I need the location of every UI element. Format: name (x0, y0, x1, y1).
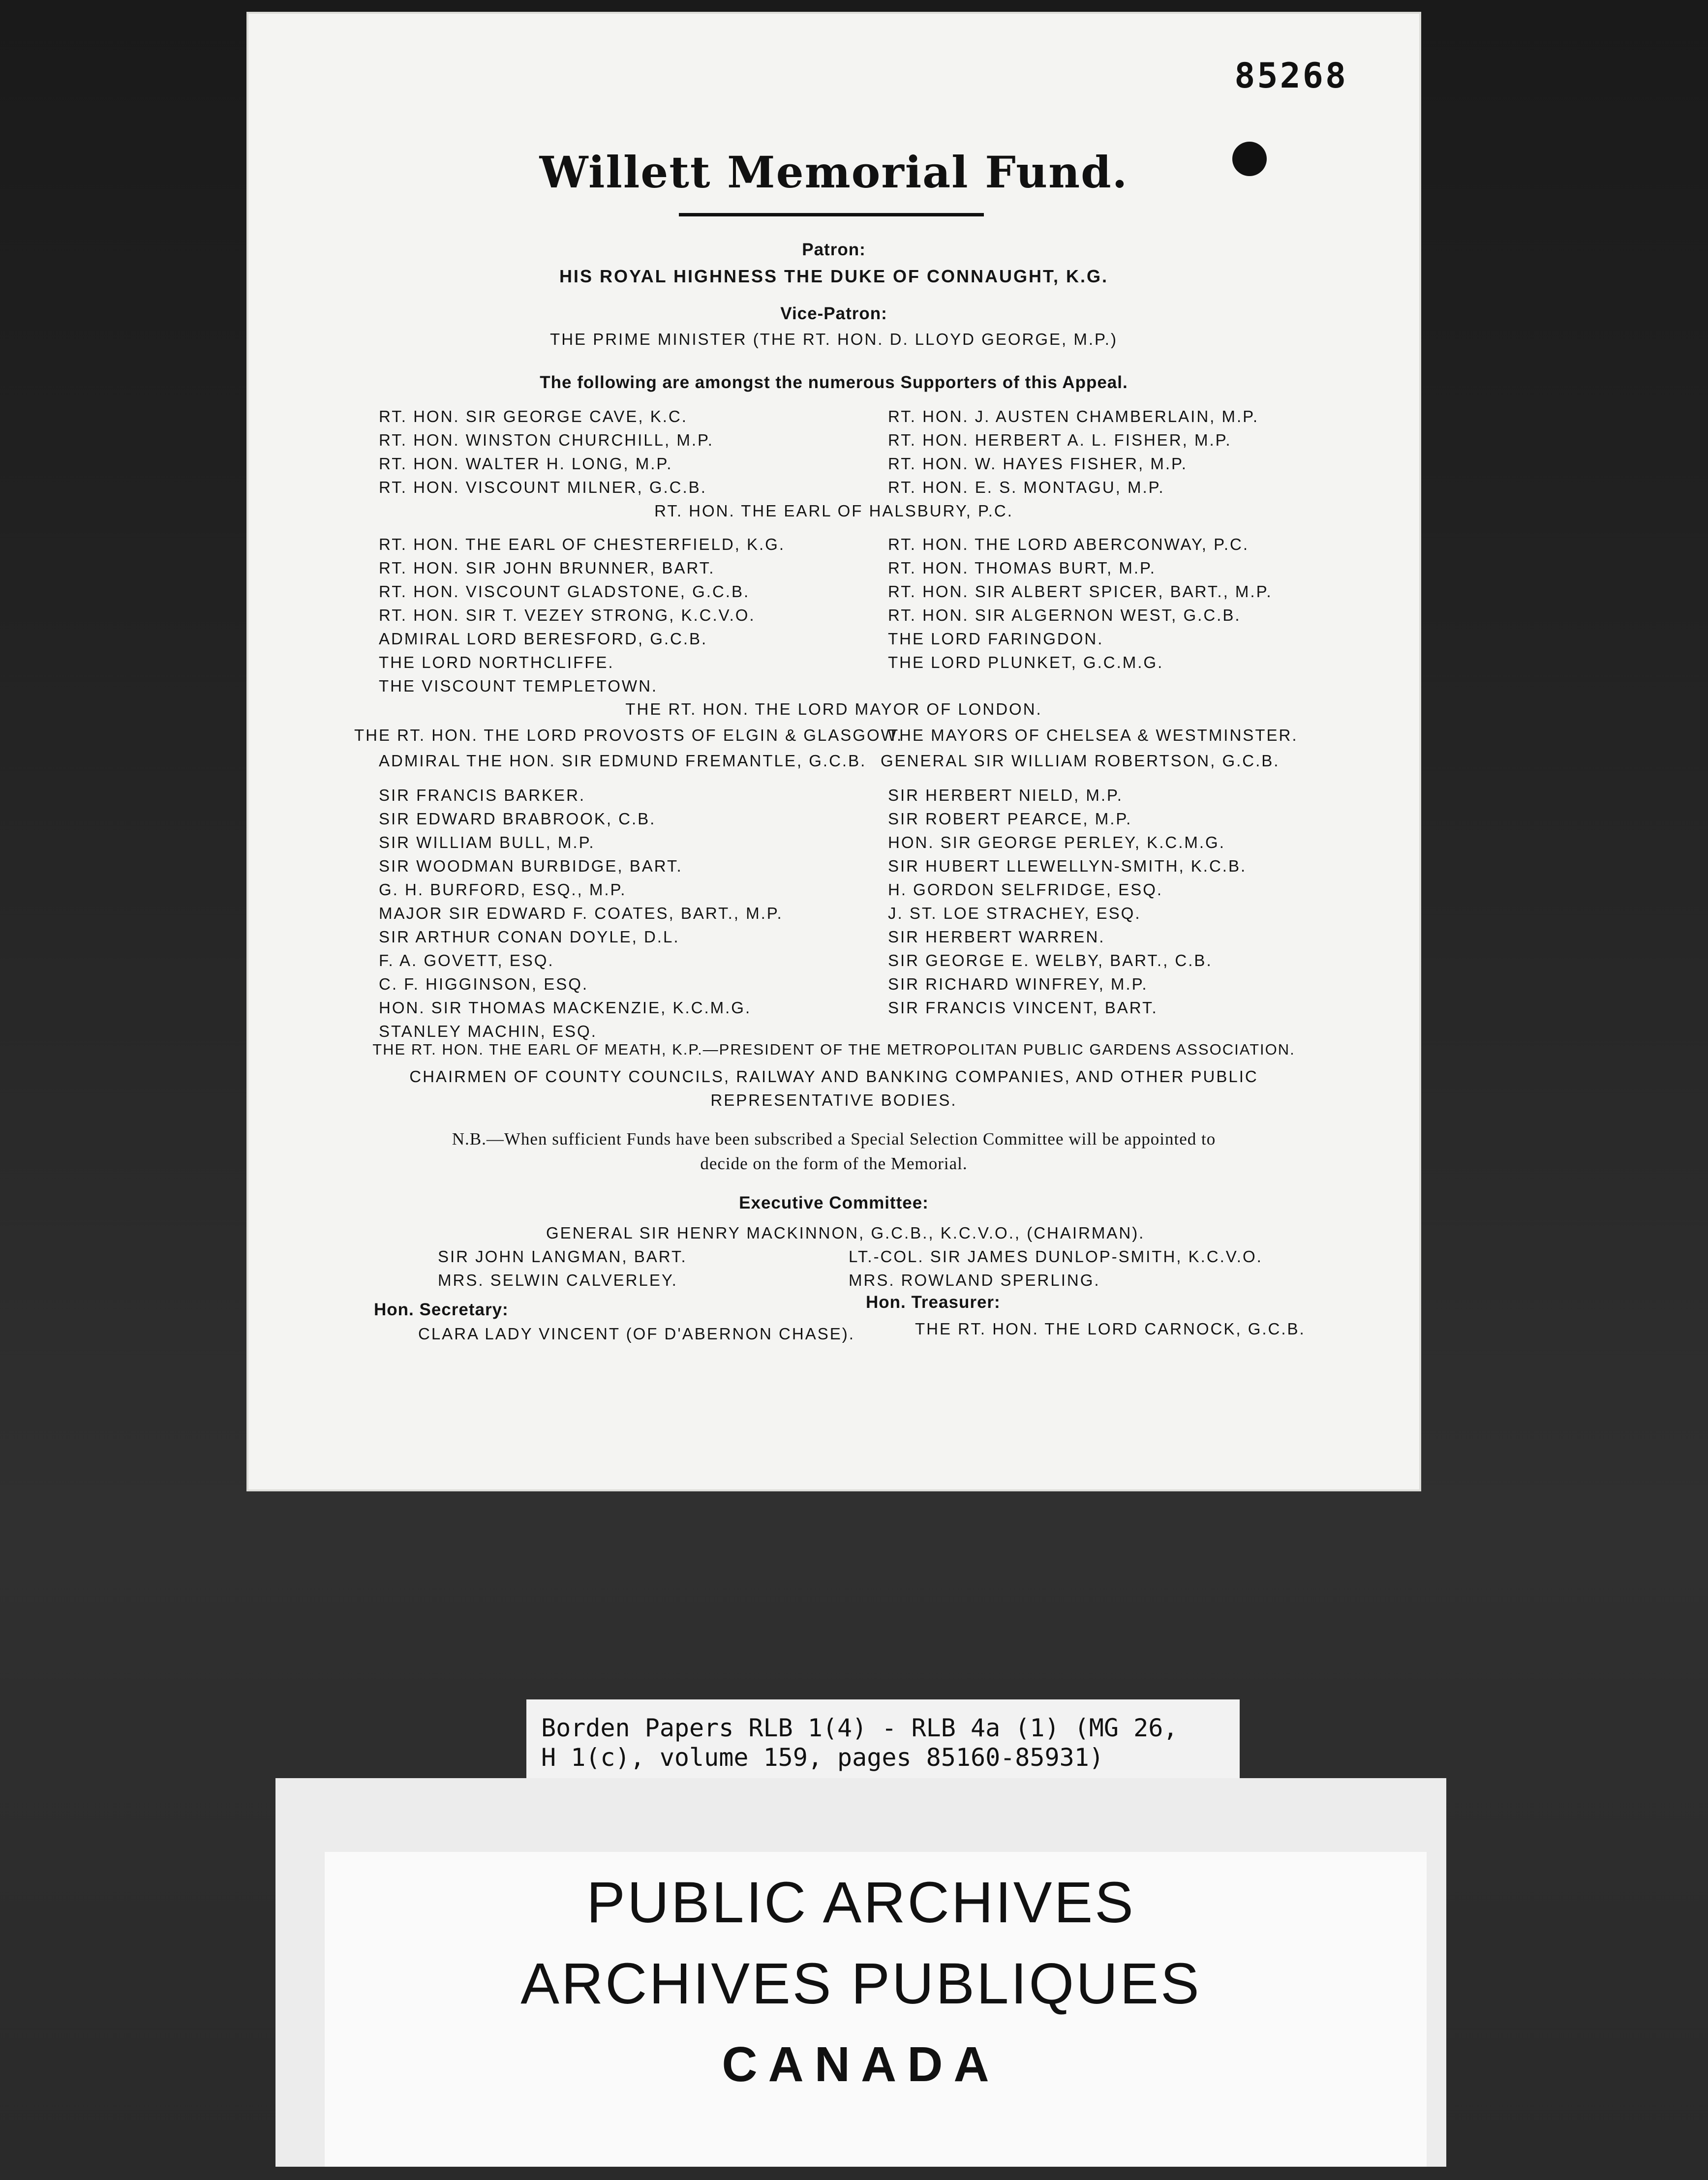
document-title: Willett Memorial Fund. (539, 147, 1128, 198)
lord-mayor-line: THE RT. HON. THE LORD MAYOR OF LONDON. (625, 700, 1042, 718)
supporters-heading: The following are amongst the numerous Supporters of this Appeal. (540, 373, 1128, 392)
meath-line: THE RT. HON. THE EARL OF MEATH, K.P.—PRESIDENT OF THE METROPOLITAN PUBLIC GARDENS ASSOCIATION. (372, 1041, 1295, 1058)
supporter-name: SIR FRANCIS BARKER. (379, 786, 586, 804)
committee-member: MRS. SELWIN CALVERLEY. (438, 1271, 678, 1289)
supporter-name: SIR RICHARD WINFREY, M.P. (888, 975, 1148, 993)
supporter-name: SIR WILLIAM BULL, M.P. (379, 833, 595, 851)
supporter-name: J. ST. LOE STRACHEY, ESQ. (888, 904, 1141, 922)
patron-name: HIS ROYAL HIGHNESS THE DUKE OF CONNAUGHT, K.G. (559, 266, 1109, 286)
mayors-line: THE MAYORS OF CHELSEA & WESTMINSTER. (888, 726, 1298, 744)
patron-heading: Patron: (802, 240, 866, 259)
supporter-name: SIR HERBERT NIELD, M.P. (888, 786, 1123, 804)
supporter-name: MAJOR SIR EDWARD F. COATES, BART., M.P. (379, 904, 783, 922)
supporter-name: RT. HON. THE LORD ABERCONWAY, P.C. (888, 535, 1250, 553)
archives-stamp-card (275, 1778, 1446, 2167)
supporter-name: HON. SIR THOMAS MACKENZIE, K.C.M.G. (379, 999, 752, 1017)
committee-chairman: GENERAL SIR HENRY MACKINNON, G.C.B., K.C.V.O., (CHAIRMAN). (546, 1224, 1145, 1242)
stamp-line-3: CANADA (722, 2037, 1000, 2092)
supporter-name: C. F. HIGGINSON, ESQ. (379, 975, 589, 993)
supporter-name-halsbury: RT. HON. THE EARL OF HALSBURY, P.C. (654, 502, 1013, 520)
supporter-name: H. GORDON SELFRIDGE, ESQ. (888, 880, 1163, 899)
supporter-name: THE LORD PLUNKET, G.C.M.G. (888, 653, 1164, 671)
supporter-name: F. A. GOVETT, ESQ. (379, 951, 554, 969)
supporter-name: RT. HON. WALTER H. LONG, M.P. (379, 454, 673, 473)
supporter-name: THE LORD FARINGDON. (888, 630, 1104, 648)
secretary-heading: Hon. Secretary: (374, 1300, 509, 1319)
supporter-name: G. H. BURFORD, ESQ., M.P. (379, 880, 627, 899)
supporter-name: RT. HON. HERBERT A. L. FISHER, M.P. (888, 431, 1232, 449)
secretary-name: CLARA LADY VINCENT (OF D'ABERNON CHASE). (418, 1325, 855, 1343)
stamp-line-1: PUBLIC ARCHIVES (586, 1870, 1135, 1935)
supporter-name: STANLEY MACHIN, ESQ. (379, 1022, 597, 1040)
nb-note-line-2: decide on the form of the Memorial. (700, 1154, 968, 1173)
committee-member: LT.-COL. SIR JAMES DUNLOP-SMITH, K.C.V.O. (849, 1247, 1263, 1266)
nb-note-line-1: N.B.—When sufficient Funds have been subscribed a Special Selection Committee will be appointed to (452, 1129, 1216, 1149)
committee-member: MRS. ROWLAND SPERLING. (849, 1271, 1100, 1289)
supporter-name: RT. HON. SIR ALGERNON WEST, G.C.B. (888, 606, 1241, 624)
committee-member: SIR JOHN LANGMAN, BART. (438, 1247, 687, 1266)
supporter-name: SIR GEORGE E. WELBY, BART., C.B. (888, 951, 1213, 969)
robertson-line: GENERAL SIR WILLIAM ROBERTSON, G.C.B. (881, 752, 1280, 770)
supporter-name: RT. HON. THOMAS BURT, M.P. (888, 559, 1156, 577)
supporter-name: RT. HON. SIR GEORGE CAVE, K.C. (379, 407, 688, 425)
title-rule (679, 213, 984, 216)
supporter-name: SIR FRANCIS VINCENT, BART. (888, 999, 1158, 1017)
chairmen-line-2: REPRESENTATIVE BODIES. (710, 1091, 957, 1109)
label-line-1: Borden Papers RLB 1(4) - RLB 4a (1) (MG 26, (541, 1714, 1178, 1742)
supporter-name: SIR WOODMAN BURBIDGE, BART. (379, 857, 683, 875)
supporter-name: SIR ARTHUR CONAN DOYLE, D.L. (379, 928, 680, 946)
supporter-name: RT. HON. J. AUSTEN CHAMBERLAIN, M.P. (888, 407, 1259, 425)
supporter-name: RT. HON. SIR ALBERT SPICER, BART., M.P. (888, 582, 1273, 601)
treasurer-heading: Hon. Treasurer: (866, 1293, 1001, 1312)
supporter-name: SIR EDWARD BRABROOK, C.B. (379, 810, 656, 828)
document-number: 85268 (1234, 56, 1348, 96)
supporter-name: RT. HON. VISCOUNT GLADSTONE, G.C.B. (379, 582, 750, 601)
supporter-name: THE LORD NORTHCLIFFE. (379, 653, 614, 671)
label-line-2: H 1(c), volume 159, pages 85160-85931) (541, 1743, 1104, 1772)
memorial-fund-document (248, 14, 1419, 1489)
supporter-name: RT. HON. VISCOUNT MILNER, G.C.B. (379, 478, 707, 496)
supporter-name: THE VISCOUNT TEMPLETOWN. (379, 677, 658, 695)
chairmen-line-1: CHAIRMEN OF COUNTY COUNCILS, RAILWAY AND BANKING COMPANIES, AND OTHER PUBLIC (409, 1067, 1258, 1086)
supporter-name: RT. HON. SIR T. VEZEY STRONG, K.C.V.O. (379, 606, 756, 624)
vice-patron-name: THE PRIME MINISTER (THE RT. HON. D. LLOYD GEORGE, M.P.) (550, 330, 1118, 348)
treasurer-name: THE RT. HON. THE LORD CARNOCK, G.C.B. (915, 1320, 1306, 1338)
supporter-name: SIR HUBERT LLEWELLYN-SMITH, K.C.B. (888, 857, 1247, 875)
supporter-name: RT. HON. W. HAYES FISHER, M.P. (888, 454, 1188, 473)
supporter-name: RT. HON. WINSTON CHURCHILL, M.P. (379, 431, 714, 449)
vice-patron-heading: Vice-Patron: (780, 304, 887, 323)
executive-committee-heading: Executive Committee: (739, 1193, 929, 1212)
provosts-line: THE RT. HON. THE LORD PROVOSTS OF ELGIN & GLASGOW. (354, 726, 903, 744)
supporter-name: RT. HON. E. S. MONTAGU, M.P. (888, 478, 1165, 496)
supporter-name: SIR HERBERT WARREN. (888, 928, 1105, 946)
supporter-name: RT. HON. THE EARL OF CHESTERFIELD, K.G. (379, 535, 786, 553)
supporter-name: SIR ROBERT PEARCE, M.P. (888, 810, 1132, 828)
supporter-name: ADMIRAL LORD BERESFORD, G.C.B. (379, 630, 708, 648)
stamp-line-2: ARCHIVES PUBLIQUES (520, 1951, 1201, 2016)
supporter-name: RT. HON. SIR JOHN BRUNNER, BART. (379, 559, 715, 577)
supporter-name: HON. SIR GEORGE PERLEY, K.C.M.G. (888, 833, 1225, 851)
fremantle-line: ADMIRAL THE HON. SIR EDMUND FREMANTLE, G.C.B. (379, 752, 867, 770)
